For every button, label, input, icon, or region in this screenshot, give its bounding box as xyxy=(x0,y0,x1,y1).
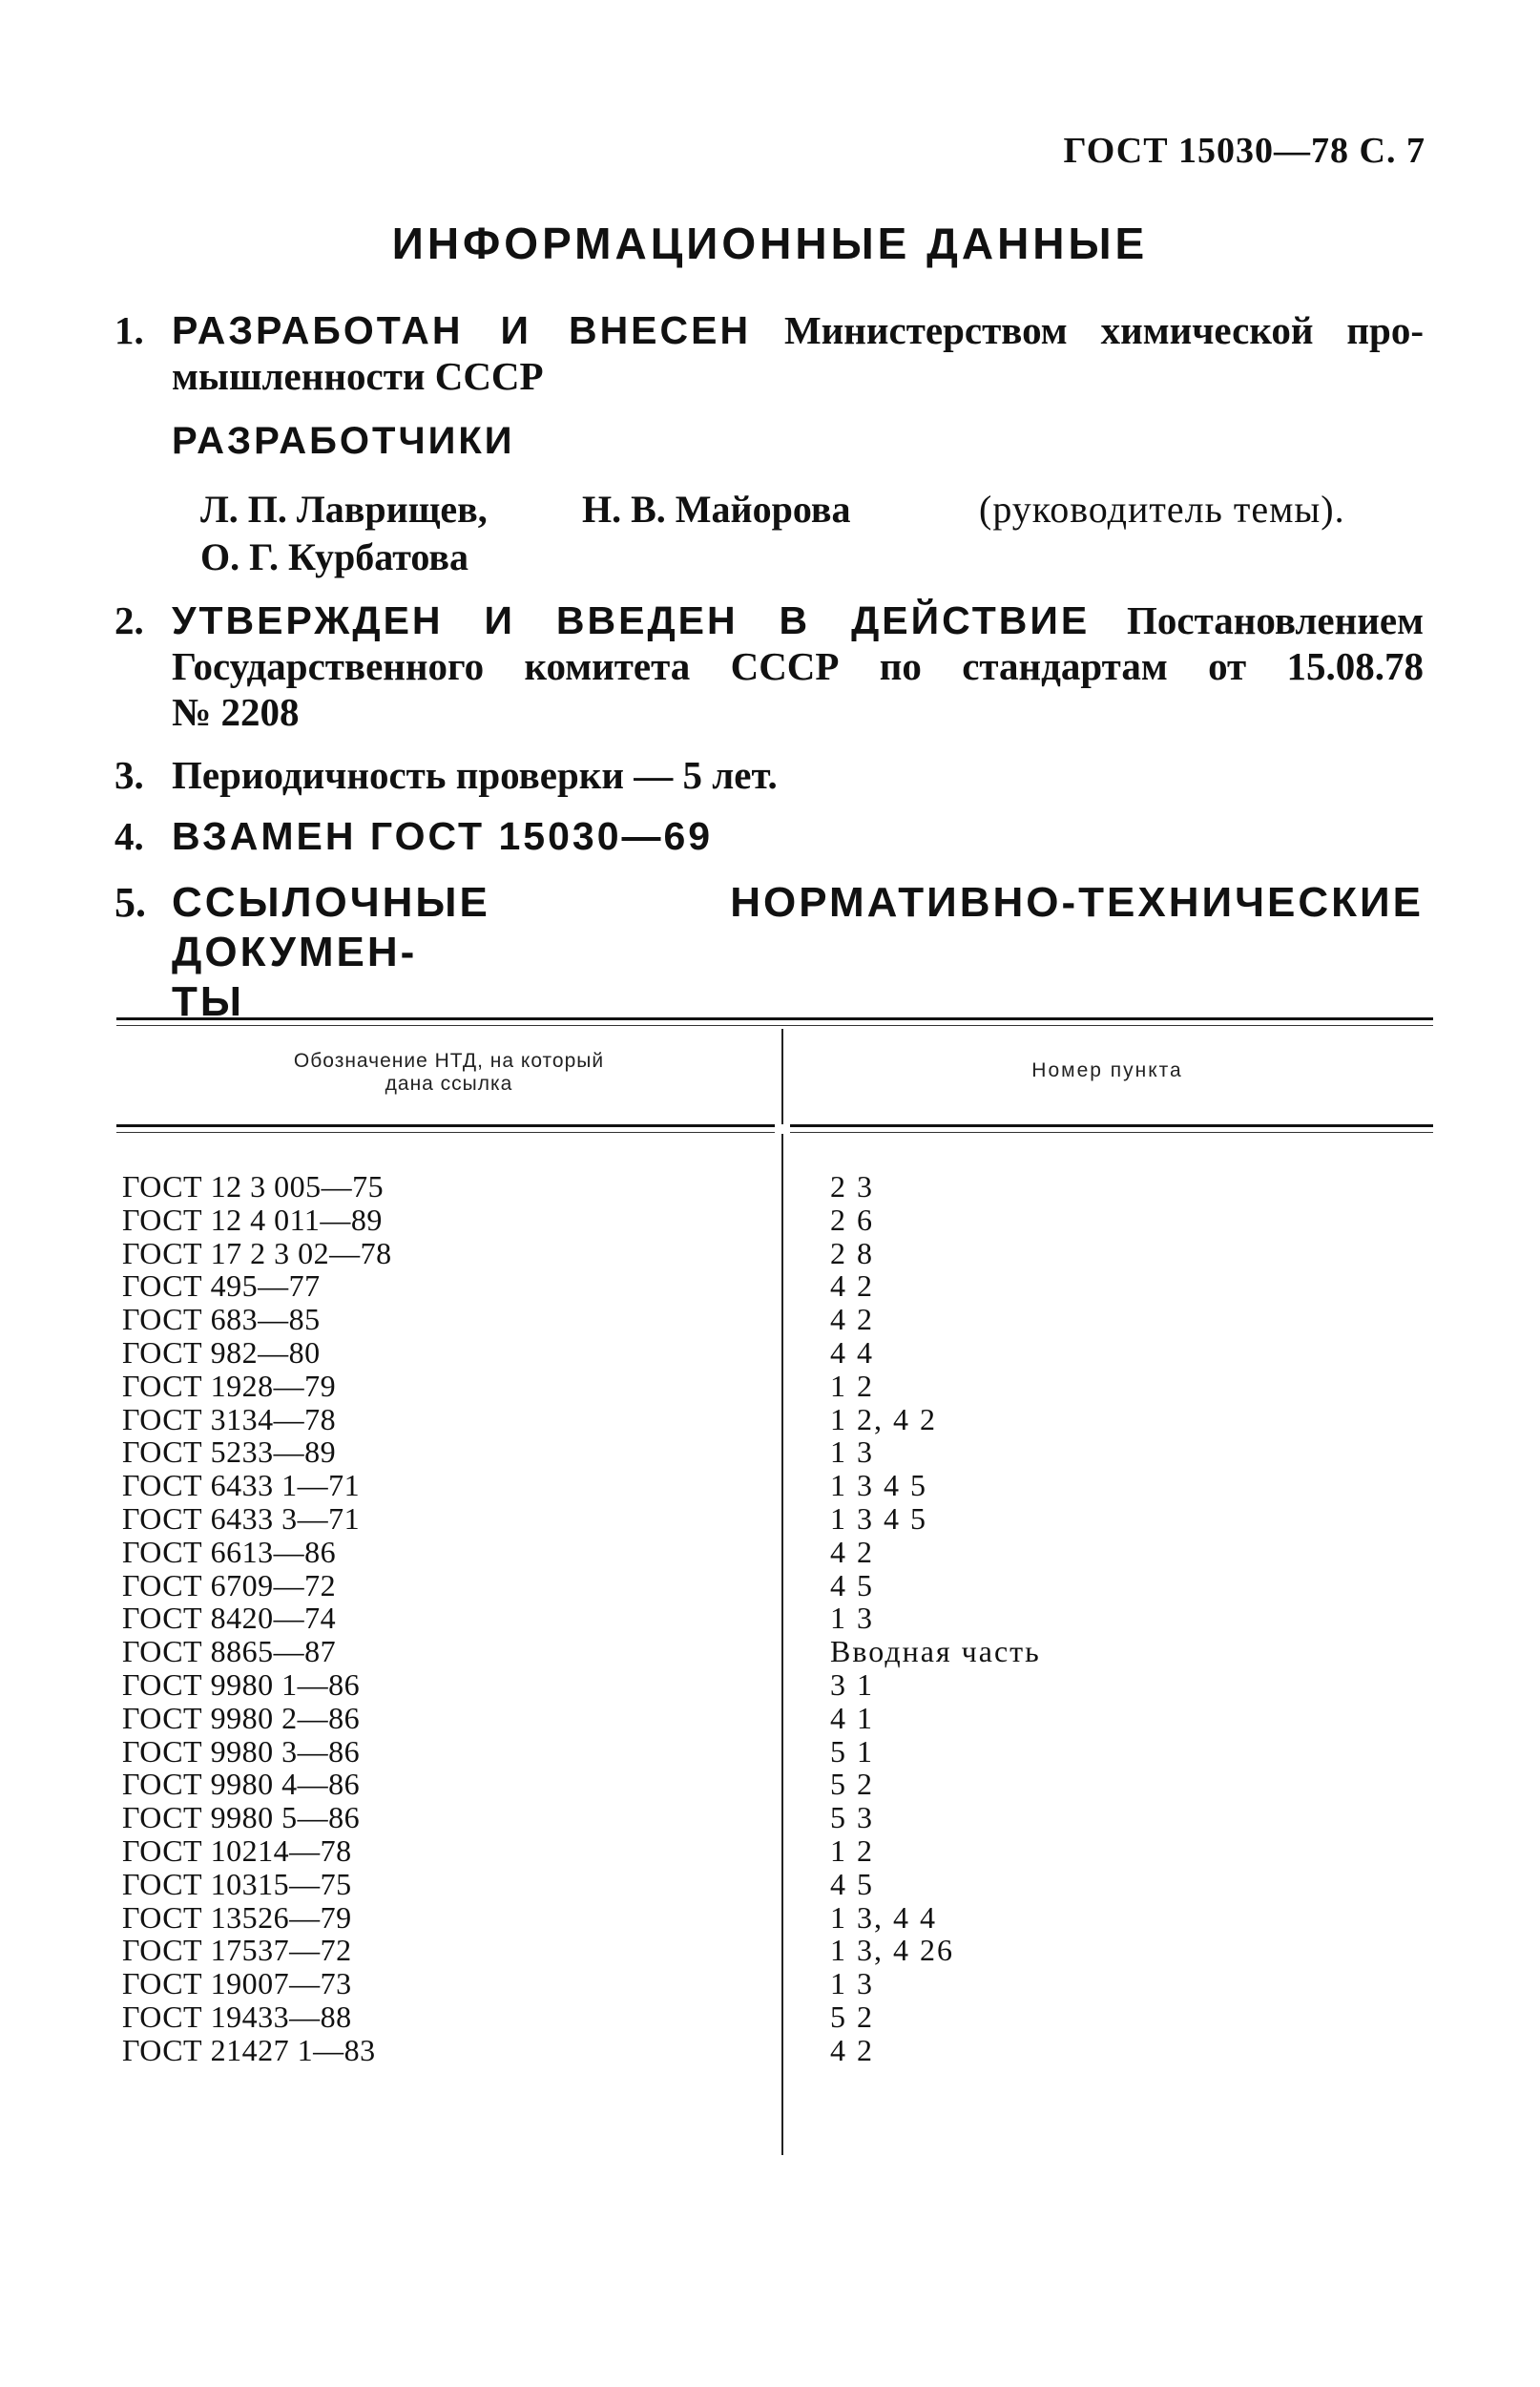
ntd-designation-cell: ГОСТ 12 4 011—89 xyxy=(122,1202,383,1237)
developers-row xyxy=(200,487,1422,534)
table-header-line: дана ссылка xyxy=(385,1073,513,1095)
table-row xyxy=(116,2000,1433,2034)
table-row xyxy=(116,1702,1433,1735)
table-row xyxy=(116,1435,1433,1469)
table-row xyxy=(116,1336,1433,1370)
clause-number-cell: 5 2 xyxy=(830,1767,874,1802)
item-body xyxy=(172,752,1424,798)
item-number: 4. xyxy=(114,814,144,858)
clause-number-cell: 4 5 xyxy=(830,1567,874,1602)
table-row xyxy=(116,1469,1433,1502)
ntd-designation-cell: ГОСТ 6433 1—71 xyxy=(122,1468,361,1503)
developers-label: РАЗРАБОТЧИКИ xyxy=(172,420,515,462)
table-row xyxy=(116,1934,1433,1967)
item-body xyxy=(172,813,1424,859)
ntd-designation-cell: ГОСТ 12 3 005—75 xyxy=(122,1169,385,1204)
developers-list xyxy=(200,487,1422,580)
item-text: Министерством химической про- xyxy=(783,308,1424,352)
info-item-4 xyxy=(114,813,1424,859)
item-line: ССЫЛОЧНЫЕ НОРМАТИВНО-ТЕХНИЧЕСКИЕ ДОКУМЕН- xyxy=(172,879,1424,975)
ntd-designation-cell: ГОСТ 17537—72 xyxy=(122,1933,352,1968)
ntd-designation-cell: ГОСТ 5233—89 xyxy=(122,1434,337,1470)
clause-number-cell: 1 3, 4 4 xyxy=(830,1899,937,1935)
ntd-designation-cell: ГОСТ 6709—72 xyxy=(122,1567,337,1602)
table-row xyxy=(116,2034,1433,2067)
table-row xyxy=(116,1170,1433,1204)
clause-number-cell: 5 2 xyxy=(830,1999,874,2034)
ntd-designation-cell: ГОСТ 19007—73 xyxy=(122,1966,352,2001)
item-text: Периодичность проверки — 5 лет. xyxy=(172,753,778,797)
clause-number-cell: 1 3 4 5 xyxy=(830,1500,927,1536)
table-row xyxy=(116,1735,1433,1769)
item-body xyxy=(172,878,1424,1027)
clause-number-cell: 4 1 xyxy=(830,1700,874,1735)
ntd-designation-cell: ГОСТ 17 2 3 02—78 xyxy=(122,1235,392,1270)
page-title: ИНФОРМАЦИОННЫЕ ДАННЫЕ xyxy=(391,219,1149,268)
table-body xyxy=(116,1170,1433,2067)
table-row xyxy=(116,1370,1433,1403)
ntd-designation-cell: ГОСТ 19433—88 xyxy=(122,1999,352,2034)
table-header-line: Обозначение НТД, на который xyxy=(293,1050,605,1072)
item-body xyxy=(172,307,1424,399)
ntd-designation-cell: ГОСТ 6613—86 xyxy=(122,1534,337,1569)
table-top-rule xyxy=(116,1017,1433,1020)
clause-number-cell: 1 2, 4 2 xyxy=(830,1401,937,1436)
item-text: Постановлением xyxy=(1127,598,1425,642)
developer-name: О. Г. Курбатова xyxy=(200,535,468,578)
clause-number-cell: 4 2 xyxy=(830,2032,874,2067)
table-top-rule-thin xyxy=(116,1025,1433,1026)
item-caps-heading: РАЗРАБОТАН И ВНЕСЕН xyxy=(172,308,752,352)
item-number: 2. xyxy=(114,598,144,642)
reference-documents-table xyxy=(116,1017,1433,2155)
clause-number-cell: 4 4 xyxy=(830,1334,874,1370)
info-item-3 xyxy=(114,752,1424,798)
clause-number-cell: 1 3 xyxy=(830,1966,874,2001)
clause-number-cell: 1 2 xyxy=(830,1368,874,1403)
info-item-1 xyxy=(114,307,1424,399)
clause-number-cell: 2 6 xyxy=(830,1202,874,1237)
ntd-designation-cell: ГОСТ 3134—78 xyxy=(122,1401,337,1436)
table-row xyxy=(116,1204,1433,1237)
item-line xyxy=(172,307,1424,353)
clause-number-cell: 4 2 xyxy=(830,1534,874,1569)
item-line: мышленности СССР xyxy=(172,354,544,398)
ntd-designation-cell: ГОСТ 683—85 xyxy=(122,1302,321,1337)
table-row xyxy=(116,1303,1433,1336)
table-header-clause: Номер пункта xyxy=(1031,1059,1183,1081)
table-row xyxy=(116,1569,1433,1602)
ntd-designation-cell: ГОСТ 9980 3—86 xyxy=(122,1733,361,1769)
item-number: 3. xyxy=(114,753,144,797)
item-line xyxy=(172,597,1424,643)
ntd-designation-cell: ГОСТ 9980 2—86 xyxy=(122,1700,361,1735)
clause-number-cell: 4 2 xyxy=(830,1302,874,1337)
clause-number-cell: 4 2 xyxy=(830,1268,874,1304)
clause-number-cell: Вводная часть xyxy=(830,1634,1041,1669)
item-caps-heading: УТВЕРЖДЕН И ВВЕДЕН В ДЕЙСТВИЕ xyxy=(172,598,1091,642)
table-row xyxy=(116,1237,1433,1270)
clause-number-cell: 2 3 xyxy=(830,1169,874,1204)
clause-number-cell: 1 3 xyxy=(830,1601,874,1636)
ntd-designation-cell: ГОСТ 982—80 xyxy=(122,1334,321,1370)
table-row xyxy=(116,1901,1433,1935)
ntd-designation-cell: ГОСТ 10315—75 xyxy=(122,1866,352,1901)
table-row xyxy=(116,1635,1433,1668)
table-row xyxy=(116,1403,1433,1436)
clause-number-cell: 4 5 xyxy=(830,1866,874,1901)
table-header-document xyxy=(116,1050,781,1096)
table-row xyxy=(116,1801,1433,1834)
table-row xyxy=(116,1269,1433,1303)
ntd-designation-cell: ГОСТ 8420—74 xyxy=(122,1601,337,1636)
developer-name: Л. П. Лаврищев, xyxy=(200,488,488,531)
info-item-5 xyxy=(114,878,1424,1027)
item-line: № 2208 xyxy=(172,690,300,734)
item-line: Государственного комитета СССР по стандартам от 15.08.78 xyxy=(172,644,1424,688)
running-head: ГОСТ 15030—78 С. 7 xyxy=(1063,131,1426,171)
ntd-designation-cell: ГОСТ 9980 4—86 xyxy=(122,1767,361,1802)
ntd-designation-cell: ГОСТ 21427 1—83 xyxy=(122,2032,376,2067)
table-row xyxy=(116,1967,1433,2000)
ntd-designation-cell: ГОСТ 10214—78 xyxy=(122,1832,352,1868)
developer-role: (руководитель темы). xyxy=(979,488,1345,531)
clause-number-cell: 2 8 xyxy=(830,1235,874,1270)
table-row xyxy=(116,1668,1433,1702)
ntd-designation-cell: ГОСТ 6433 3—71 xyxy=(122,1500,361,1536)
item-text: ВЗАМЕН ГОСТ 15030—69 xyxy=(172,814,714,858)
clause-number-cell: 3 1 xyxy=(830,1666,874,1702)
table-row xyxy=(116,1768,1433,1801)
developer-name: Н. В. Майорова xyxy=(582,488,851,531)
ntd-designation-cell: ГОСТ 495—77 xyxy=(122,1268,321,1304)
item-line: ТЫ xyxy=(172,978,244,1025)
item-body xyxy=(172,597,1424,735)
clause-number-cell: 1 2 xyxy=(830,1832,874,1868)
table-row xyxy=(116,1868,1433,1901)
table-row xyxy=(116,1834,1433,1868)
item-number: 1. xyxy=(114,308,144,352)
clause-number-cell: 5 1 xyxy=(830,1733,874,1769)
clause-number-cell: 1 3, 4 26 xyxy=(830,1933,954,1968)
table-row xyxy=(116,1502,1433,1536)
item-number: 5. xyxy=(114,879,146,926)
clause-number-cell: 5 3 xyxy=(830,1800,874,1835)
ntd-designation-cell: ГОСТ 9980 5—86 xyxy=(122,1800,361,1835)
ntd-designation-cell: ГОСТ 1928—79 xyxy=(122,1368,337,1403)
ntd-designation-cell: ГОСТ 13526—79 xyxy=(122,1899,352,1935)
ntd-designation-cell: ГОСТ 9980 1—86 xyxy=(122,1666,361,1702)
info-item-2 xyxy=(114,597,1424,735)
clause-number-cell: 1 3 xyxy=(830,1434,874,1470)
table-row xyxy=(116,1602,1433,1635)
clause-number-cell: 1 3 4 5 xyxy=(830,1468,927,1503)
ntd-designation-cell: ГОСТ 8865—87 xyxy=(122,1634,337,1669)
table-row xyxy=(116,1536,1433,1569)
